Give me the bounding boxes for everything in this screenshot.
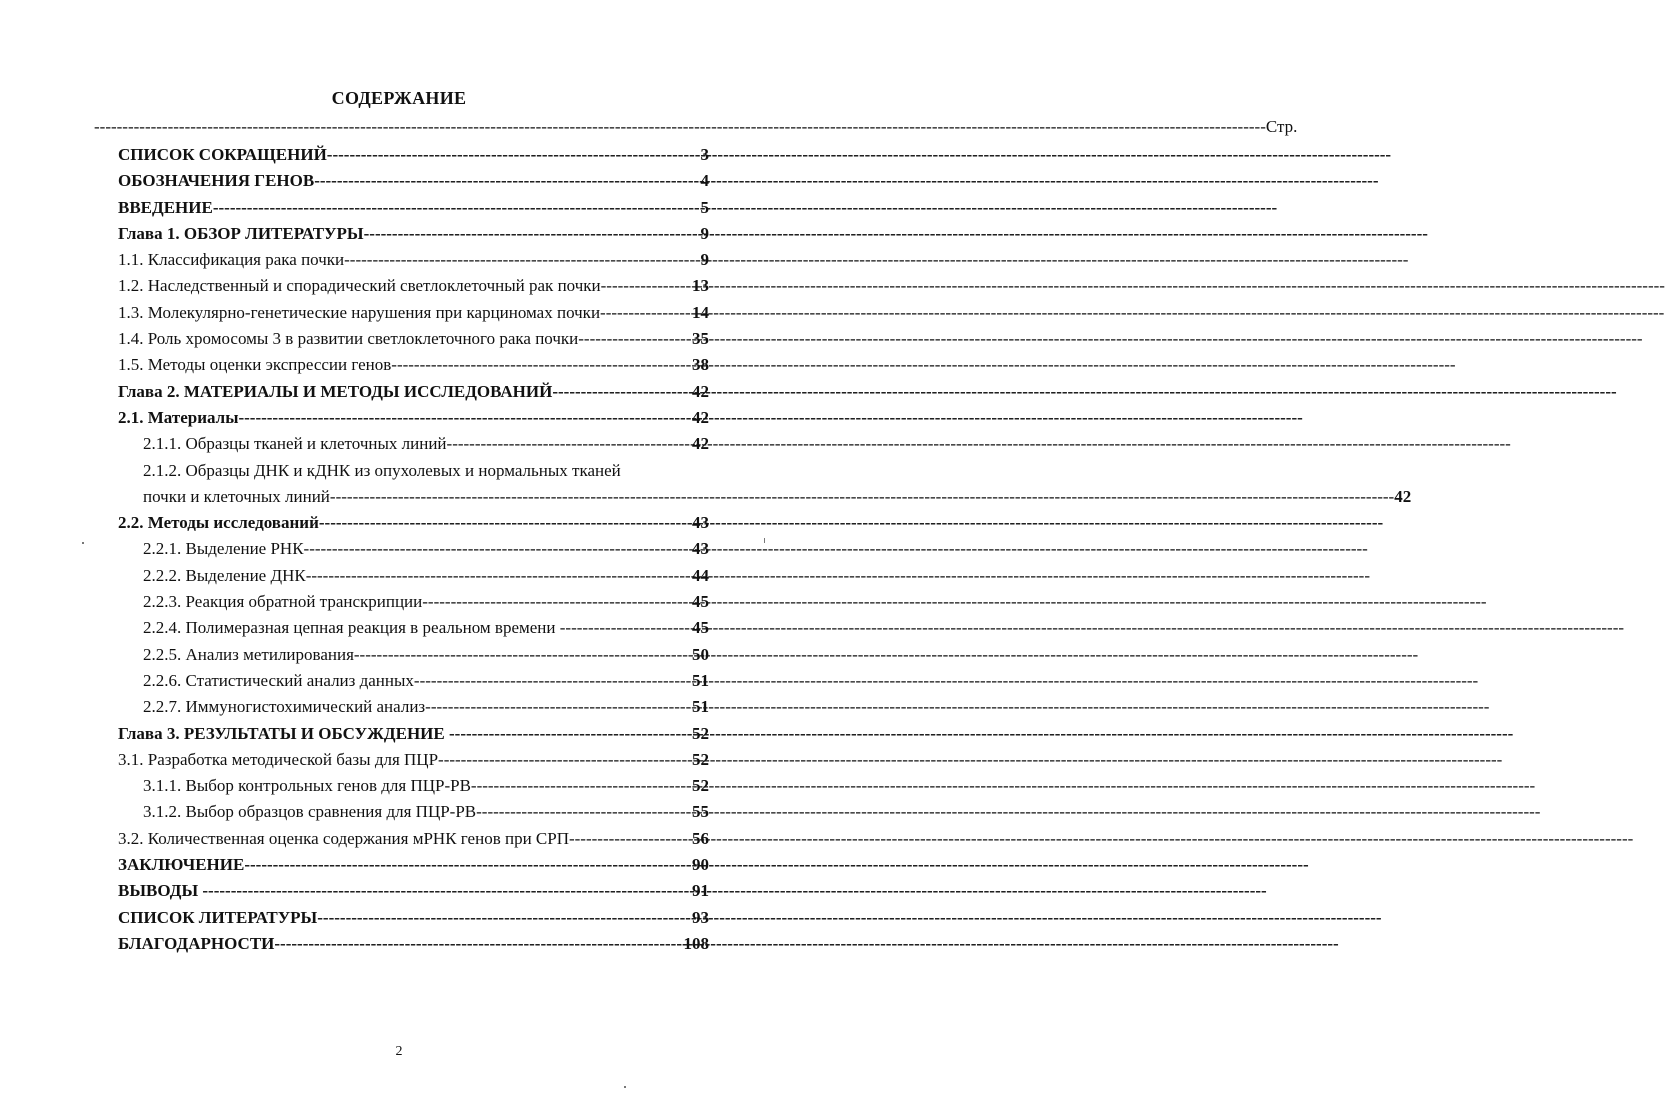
toc-entry-2-2-4[interactable] <box>118 615 709 641</box>
leader-dots <box>327 142 701 168</box>
toc-entry-2-1-1[interactable] <box>118 431 709 457</box>
entry-page: 9 <box>700 223 709 243</box>
entry-title: 1.3. Молекулярно-генетические нарушения при карциномах почки <box>118 302 601 322</box>
entry-page: 56 <box>692 828 709 848</box>
leader-dots <box>330 484 1394 510</box>
entry-title: 2.1.1. Образцы тканей и клеточных линий <box>143 434 447 454</box>
entry-page: 42 <box>692 381 709 401</box>
toc-entry-acknowledgements[interactable] <box>118 931 709 957</box>
entry-page: 45 <box>692 592 709 612</box>
entry-title: Глава 2. МАТЕРИАЛЫ И МЕТОДЫ ИССЛЕДОВАНИЙ <box>118 381 553 401</box>
entry-title: 2.2. Методы исследований <box>118 513 319 533</box>
entry-page: 51 <box>692 670 709 690</box>
leader-dots <box>449 721 692 747</box>
entry-title: Глава 3. РЕЗУЛЬТАТЫ И ОБСУЖДЕНИЕ <box>118 723 449 743</box>
entry-page: 108 <box>683 933 709 953</box>
leader-dots <box>213 195 701 221</box>
page-column-label: Стр. <box>1265 117 1298 136</box>
toc-entry-2-1-2[interactable] <box>118 458 1412 511</box>
leader-dots <box>476 799 692 825</box>
entry-page: 3 <box>700 145 709 164</box>
leader-dots <box>344 247 700 273</box>
toc-entry-2-2[interactable] <box>118 510 709 536</box>
entry-title: СПИСОК ЛИТЕРАТУРЫ <box>118 907 318 927</box>
entry-page: 50 <box>692 644 709 664</box>
scan-speck <box>624 1086 626 1088</box>
toc-entry-2-2-6[interactable] <box>118 668 709 694</box>
entry-title: 2.2.7. Иммуногистохимический анализ <box>143 697 426 717</box>
entry-page: 35 <box>692 329 709 349</box>
entry-title: ЗАКЛЮЧЕНИЕ <box>118 855 245 875</box>
leader-dots <box>471 773 692 799</box>
entry-page: 91 <box>692 881 709 901</box>
entry-title: 1.2. Наследственный и спорадический светлоклеточный рак почки <box>118 276 601 296</box>
toc-entry-2-2-1[interactable] <box>118 536 709 562</box>
entry-title: ОБОЗНАЧЕНИЯ ГЕНОВ <box>118 171 315 191</box>
leader-dots <box>354 642 692 668</box>
entry-title-line-2: почки и клеточных линий <box>143 486 330 506</box>
entry-page: 44 <box>692 565 709 585</box>
leader-dots <box>560 615 692 641</box>
toc-entry-1-1[interactable] <box>118 247 709 273</box>
entry-title: 2.2.3. Реакция обратной транскрипции <box>143 592 423 612</box>
toc-entry-gene-notation[interactable] <box>118 168 709 194</box>
entry-page: 51 <box>692 697 709 717</box>
toc-entry-references[interactable] <box>118 905 709 931</box>
toc-entry-3-1[interactable] <box>118 747 709 773</box>
entry-page: 52 <box>692 723 709 743</box>
entry-page: 38 <box>692 355 709 375</box>
leader-dots <box>202 878 692 904</box>
leader-dots <box>552 379 692 405</box>
toc-entry-3-1-2[interactable] <box>118 799 709 825</box>
leader-dots <box>447 431 692 457</box>
toc-entry-2-2-7[interactable] <box>118 694 709 720</box>
leader-dots <box>425 694 692 720</box>
toc-entry-2-2-2[interactable] <box>118 563 709 589</box>
entry-title: СПИСОК СОКРАЩЕНИЙ <box>118 145 327 164</box>
toc-entry-3-2[interactable] <box>118 826 709 852</box>
entry-title: 2.2.4. Полимеразная цепная реакция в реальном времени <box>143 618 560 638</box>
entry-page: 14 <box>692 302 709 322</box>
entry-title-line-1: 2.1.2. Образцы ДНК и кДНК из опухолевых и нормальных тканей <box>143 460 621 480</box>
entry-title: 3.1. Разработка методической базы для ПЦР <box>118 749 439 769</box>
toc-entry-2-2-5[interactable] <box>118 642 709 668</box>
page-title: СОДЕРЖАНИЕ <box>331 88 467 108</box>
entry-title: 2.1. Материалы <box>118 407 239 427</box>
toc-entry-introduction[interactable] <box>118 195 709 221</box>
table-of-contents <box>118 142 1412 957</box>
entry-title: 2.2.5. Анализ метилирования <box>143 644 354 664</box>
entry-page: 43 <box>692 539 709 559</box>
entry-title: 2.2.1. Выделение РНК <box>143 539 304 559</box>
leader-dots <box>391 352 692 378</box>
entry-title: 1.4. Роль хромосомы 3 в развитии светлоклеточного рака почки <box>118 329 579 349</box>
leader-dots <box>438 747 692 773</box>
footer-page-number: 2 <box>395 1044 403 1059</box>
entry-title: 1.5. Методы оценки экспрессии генов <box>118 355 392 375</box>
toc-entry-chapter-2[interactable] <box>118 379 709 405</box>
toc-entry-3-1-1[interactable] <box>118 773 709 799</box>
leader-dots <box>422 589 692 615</box>
toc-entry-2-1[interactable] <box>118 405 709 431</box>
entry-page: 55 <box>692 802 709 822</box>
entry-title: 1.1. Классификация рака почки <box>118 250 345 270</box>
entry-page: 42 <box>1394 486 1412 506</box>
scan-speck <box>764 538 765 543</box>
entry-page: 93 <box>692 907 709 927</box>
scan-speck <box>82 542 84 544</box>
leader-dots: --------------------------------------------------------------------------------------------------------------------------------------------------------------------------------------------------------------- <box>94 117 1266 136</box>
toc-entry-1-3[interactable] <box>118 300 709 326</box>
toc-entry-1-2[interactable] <box>118 273 709 299</box>
entry-title: ВЫВОДЫ <box>118 881 203 901</box>
entry-page: 9 <box>700 250 709 270</box>
entry-page: 52 <box>692 749 709 769</box>
entry-page: 52 <box>692 776 709 796</box>
page-column-header <box>94 117 1298 139</box>
leader-dots <box>306 563 692 589</box>
leader-dots <box>601 273 692 299</box>
toc-entry-chapter-1[interactable] <box>118 221 709 247</box>
entry-page: 43 <box>692 513 709 533</box>
leader-dots <box>274 931 683 957</box>
leader-dots <box>414 668 692 694</box>
entry-page: 42 <box>692 434 709 454</box>
toc-entry-2-2-3[interactable] <box>118 589 709 615</box>
leader-dots <box>569 826 692 852</box>
toc-entry-1-5[interactable] <box>118 352 709 378</box>
leader-dots <box>314 168 700 194</box>
entry-page: 90 <box>692 855 709 875</box>
toc-entry-chapter-3[interactable] <box>118 721 709 747</box>
toc-entry-conclusion[interactable] <box>118 852 709 878</box>
entry-title: БЛАГОДАРНОСТИ <box>118 933 275 953</box>
entry-page: 13 <box>692 276 709 296</box>
entry-title: 3.1.1. Выбор контрольных генов для ПЦР-РВ <box>143 776 471 796</box>
leader-dots <box>364 221 701 247</box>
entry-title: 3.2. Количественная оценка содержания мРНК генов при СРП <box>118 828 569 848</box>
toc-entry-abbreviations[interactable] <box>118 142 709 168</box>
entry-page: 4 <box>700 171 709 191</box>
entry-page: 5 <box>700 197 709 217</box>
entry-title: 3.1.2. Выбор образцов сравнения для ПЦР-РВ <box>143 802 477 822</box>
entry-title: Глава 1. ОБЗОР ЛИТЕРАТУРЫ <box>118 223 364 243</box>
entry-title: 2.2.2. Выделение ДНК <box>143 565 306 585</box>
leader-dots <box>317 905 692 931</box>
leader-dots <box>244 852 692 878</box>
leader-dots <box>578 326 692 352</box>
entry-title: 2.2.6. Статистический анализ данных <box>143 670 414 690</box>
leader-dots <box>319 510 692 536</box>
leader-dots <box>304 536 692 562</box>
entry-page: 45 <box>692 618 709 638</box>
entry-page: 42 <box>692 407 709 427</box>
toc-entry-findings[interactable] <box>118 878 709 904</box>
leader-dots <box>238 405 692 431</box>
leader-dots <box>600 300 692 326</box>
entry-title: ВВЕДЕНИЕ <box>118 197 213 217</box>
toc-entry-1-4[interactable] <box>118 326 709 352</box>
